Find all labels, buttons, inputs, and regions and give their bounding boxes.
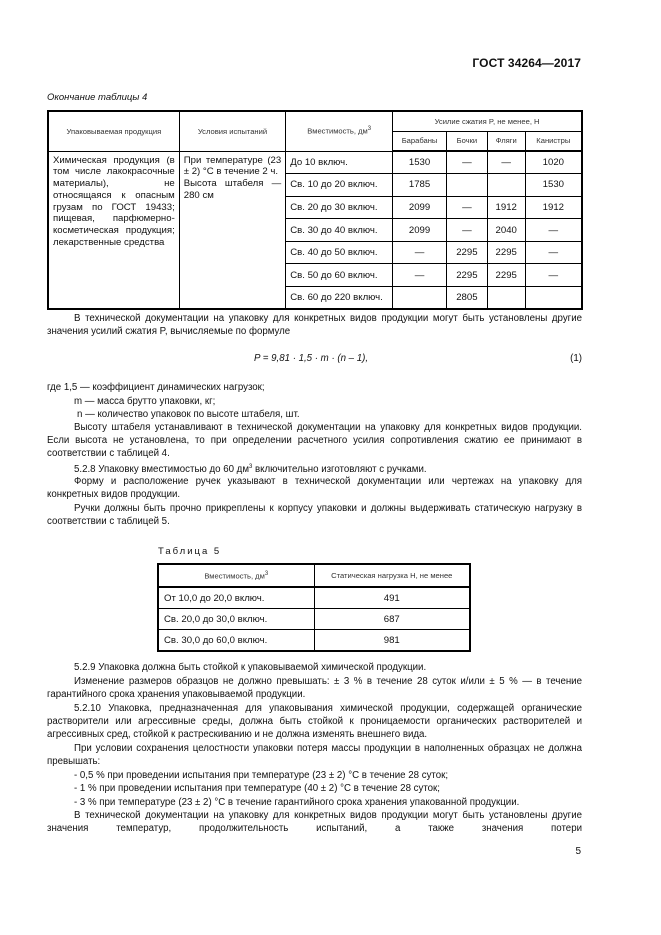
barrels-cell: —	[393, 264, 447, 287]
flasks-cell: 2040	[487, 219, 525, 242]
paragraph-formula-intro: В технической документации на упаковку для конкретных видов продукции могут быть установлены другие значения усилий сжатия P, вычисляемые по формуле	[47, 313, 582, 338]
flasks-cell	[487, 174, 525, 197]
formula-number: (1)	[570, 353, 582, 364]
canisters-cell: 1912	[525, 196, 582, 219]
flasks-cell: 2295	[487, 264, 525, 287]
paragraph-stack-height: Высоту штабеля устанавливают в технической документации на упаковку для конкретных видов продукции. Если высота не установлена, то при определении расчетного усилия сопротивления сжатию ее принимают в соответствии с таблицей 4.	[47, 422, 582, 460]
capacity-cell: До 10 включ.	[286, 151, 393, 174]
canisters-cell: 1020	[525, 151, 582, 174]
clause-5-2-9: 5.2.9 Упаковка должна быть стойкой к упаковываемой химической продукции.	[74, 662, 427, 673]
canisters-cell: —	[525, 241, 582, 264]
header-capacity	[286, 111, 393, 151]
kegs-cell: —	[446, 151, 487, 174]
table5-caption: Таблица 5	[158, 546, 222, 557]
barrels-cell: 2099	[393, 196, 447, 219]
capacity-cell: Св. 10 до 20 включ.	[286, 174, 393, 197]
flasks-cell	[487, 287, 525, 310]
barrels-cell: 1530	[393, 151, 447, 174]
header-conditions	[179, 111, 285, 151]
flasks-cell: 2295	[487, 241, 525, 264]
capacity-cell: Св. 20,0 до 30,0 включ.	[158, 609, 314, 630]
table4-caption: Окончание таблицы 4	[47, 92, 148, 103]
header-product	[48, 111, 179, 151]
list-item: - 3 % при температуре (23 ± 2) °С в течение гарантийного срока хранения упакованной продукции.	[74, 797, 520, 808]
barrels-cell: —	[393, 241, 447, 264]
kegs-cell: 2805	[446, 287, 487, 310]
barrels-cell: 1785	[393, 174, 447, 197]
capacity-cell: От 10,0 до 20,0 включ.	[158, 587, 314, 609]
superscript: 3	[248, 464, 253, 470]
capacity-cell: Св. 40 до 50 включ.	[286, 241, 393, 264]
where-m: m — масса брутто упаковки, кг;	[74, 396, 216, 407]
header-conditions-label: Условия испытаний	[197, 126, 268, 136]
table-row	[158, 609, 470, 630]
load-cell: 981	[314, 630, 470, 652]
header-canisters: Канистры	[525, 131, 582, 151]
barrels-cell: 2099	[393, 219, 447, 242]
header-capacity-label: Вместимость, дм	[307, 127, 368, 137]
conditions-cell	[179, 151, 285, 309]
capacity-cell: Св. 30 до 40 включ.	[286, 219, 393, 242]
kegs-cell	[446, 174, 487, 197]
canisters-cell: —	[525, 219, 582, 242]
capacity-cell: Св. 30,0 до 60,0 включ.	[158, 630, 314, 652]
superscript: 3	[264, 570, 269, 577]
header-force-group: Усилие сжатия P, не менее, Н	[393, 111, 582, 131]
kegs-cell: 2295	[446, 241, 487, 264]
header-load: Статическая нагрузка Н, не менее	[314, 564, 470, 587]
paragraph-mass-loss: При условии сохранения целостности упаковки потеря массы продукции в наполненных образцах не должна превышать:	[47, 743, 582, 768]
paragraph-tech-docs: В технической документации на упаковку для конкретных видов продукции могут быть установлены другие значения температур, продолжительность испытаний, а также значения потери	[47, 810, 582, 835]
header-kegs: Бочки	[446, 131, 487, 151]
load-cell: 491	[314, 587, 470, 609]
flasks-cell: —	[487, 151, 525, 174]
canisters-cell	[525, 287, 582, 310]
table-5	[157, 563, 471, 652]
table-row	[158, 587, 470, 609]
canisters-cell: 1530	[525, 174, 582, 197]
load-cell: 687	[314, 609, 470, 630]
kegs-cell: —	[446, 219, 487, 242]
header-product-label: Упаковываемая продукция	[66, 126, 162, 136]
table-row	[158, 630, 470, 652]
header-capacity	[158, 564, 314, 587]
product-cell: Химическая продукция (в том числе лакокрасочные материалы), не относящаяся к опасным грузам по ГОСТ 19433; пищевая, парфюмерно-косметическая продукция; лекарственные средства	[48, 151, 179, 309]
capacity-cell: Св. 20 до 30 включ.	[286, 196, 393, 219]
table-4	[47, 110, 583, 310]
kegs-cell: 2295	[446, 264, 487, 287]
clause-5-2-10: 5.2.10 Упаковка, предназначенная для упаковывания химической продукции, содержащей органические растворители или агрессивные среды, должна быть стойкой к проницаемости органических растворителей и агрессивных сред, стойкой к растрескиванию и не должна изменять внешнего вида.	[47, 703, 582, 741]
conditions-text-2: Высота штабеля — 280 см	[183, 178, 282, 201]
list-item: - 0,5 % при проведении испытания при температуре (23 ± 2) °С в течение 28 суток;	[74, 770, 449, 781]
superscript: 3	[367, 126, 372, 133]
clause-5-2-8-text-b: включительно изготовляют с ручками.	[252, 464, 427, 476]
header-flasks: Фляги	[487, 131, 525, 151]
clause-5-2-8-text-a: 5.2.8 Упаковку вместимостью до 60 дм	[74, 464, 249, 476]
table-row	[48, 151, 582, 174]
where-coefficient: где 1,5 — коэффициент динамических нагрузок;	[47, 382, 265, 393]
header-capacity-label: Вместимость, дм	[204, 571, 265, 581]
list-item: - 1 % при проведении испытания при температуре (40 ± 2) °С в течение 28 суток;	[74, 783, 440, 794]
where-n: n — количество упаковок по высоте штабеля, шт.	[77, 409, 300, 420]
paragraph-handles-load: Ручки должны быть прочно прикреплены к корпусу упаковки и должны выдерживать статическую нагрузку в соответствии с таблицей 5.	[47, 503, 582, 528]
paragraph-size-change: Изменение размеров образцов не должно превышать: ± 3 % в течение 28 суток и/или ± 5 % — в течение гарантийного срока хранения упаковываемой продукции.	[47, 676, 582, 701]
capacity-cell: Св. 60 до 220 включ.	[286, 287, 393, 310]
document-code: ГОСТ 34264—2017	[472, 56, 581, 70]
formula-expression: P = 9,81 · 1,5 · m · (n – 1),	[254, 353, 369, 364]
formula-1	[47, 353, 582, 367]
page-number: 5	[575, 846, 581, 857]
barrels-cell	[393, 287, 447, 310]
paragraph-handles-shape: Форму и расположение ручек указывают в технической документации или чертежах на упаковку для конкретных видов продукции.	[47, 476, 582, 501]
header-barrels: Барабаны	[393, 131, 447, 151]
flasks-cell: 1912	[487, 196, 525, 219]
capacity-cell: Св. 50 до 60 включ.	[286, 264, 393, 287]
conditions-text-1: При температуре (23 ± 2) °С в течение 2 ч.	[183, 154, 282, 178]
canisters-cell: —	[525, 264, 582, 287]
kegs-cell: —	[446, 196, 487, 219]
